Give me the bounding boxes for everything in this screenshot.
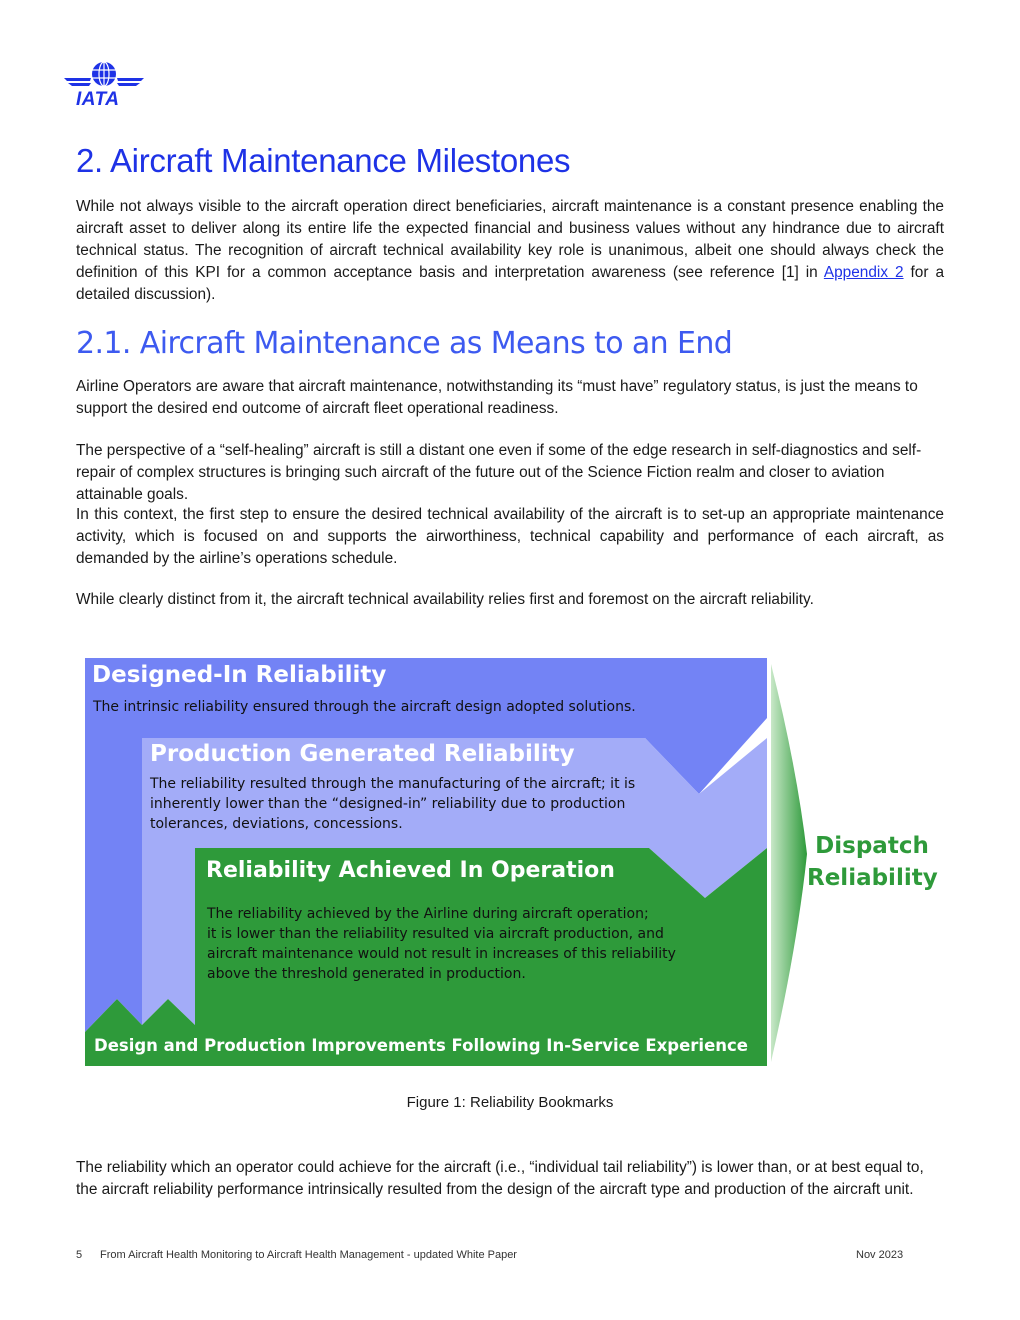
logo-text: IATA [76,89,120,110]
operation-text-line3: aircraft maintenance would not result in increases of this reliability [207,946,676,962]
paragraph-context: In this context, the first step to ensure the desired technical availability of the aircraft is to set-up an appropriate maintenance activity, which is focused on and supports the airworthiness, technical capability and performance of each aircraft, as demanded by the airline’s operations schedule. [76,506,944,567]
figure-caption: Figure 1: Reliability Bookmarks [406,1094,614,1111]
section-heading: 2.1. Aircraft Maintenance as Means to an End [76,326,733,361]
operation-text-line1: The reliability achieved by the Airline during aircraft operation; [207,906,649,922]
dispatch-label-line1: Dispatch [815,833,929,859]
operation-text-line2: it is lower than the reliability resulted via aircraft production, and [207,926,664,942]
dispatch-label-line2: Reliability [807,865,938,891]
paragraph-availability: While clearly distinct from it, the aircraft technical availability relies first and foremost on the aircraft reliability. [76,591,814,608]
intro-text-after: for a detailed discussion). [76,264,944,303]
intro-paragraph [76,196,944,306]
production-text-line3: tolerances, deviations, concessions. [150,816,403,832]
designed-in-text: The intrinsic reliability ensured through the aircraft design adopted solutions. [93,699,636,715]
production-text-line2: inherently lower than the “designed-in” reliability due to production [150,796,626,812]
footer-page-number: 5 [76,1249,83,1261]
appendix-2-link[interactable]: Appendix 2 [823,264,904,281]
paragraph-means: Airline Operators are aware that aircraft maintenance, notwithstanding its “must have” regulatory status, is just the means to support the desired end outcome of aircraft fleet operational readiness. [76,378,918,417]
operation-title: Reliability Achieved In Operation [206,858,615,883]
operation-text-line4: above the threshold generated in production. [207,966,526,982]
paragraph-self-healing: The perspective of a “self-healing” aircraft is still a distant one even if some of the edge research in self-diagnostics and self-repair of complex structures is bringing such aircraft of the future out of the Science Fiction realm and closer to aviation attainable goals. [76,442,922,503]
paragraph-tail-reliability: The reliability which an operator could achieve for the aircraft (i.e., “individual tail reliability”) is lower than, or at best equal to, the aircraft reliability performance intrinsically resulted from the design of the aircraft type and production of the aircraft unit. [76,1159,924,1198]
footer-date: Nov 2023 [856,1249,904,1261]
reliability-figure [85,658,945,1066]
intro-text-before: While not always visible to the aircraft operation direct beneficiaries, aircraft maintenance is a constant presence enabling the aircraft asset to deliver along its entire life the expected financial and business values without any hindrance due to aircraft technical status. The recognition of aircraft technical availability key role is unanimous, albeit one should always check the definition of this KPI for a common acceptance basis and interpretation awareness (see reference [1] in [76,198,944,281]
designed-in-title: Designed-In Reliability [92,662,387,688]
footer-title: From Aircraft Health Monitoring to Aircraft Health Management - updated White Paper [100,1249,517,1261]
production-text-line1: The reliability resulted through the manufacturing of the aircraft; it is [150,776,636,792]
dispatch-reliability-label [807,830,937,894]
improvements-label: Design and Production Improvements Following In-Service Experience [94,1036,748,1055]
page-title: 2. Aircraft Maintenance Milestones [76,142,571,179]
production-title: Production Generated Reliability [150,741,575,767]
dispatch-arrow [771,664,807,1062]
